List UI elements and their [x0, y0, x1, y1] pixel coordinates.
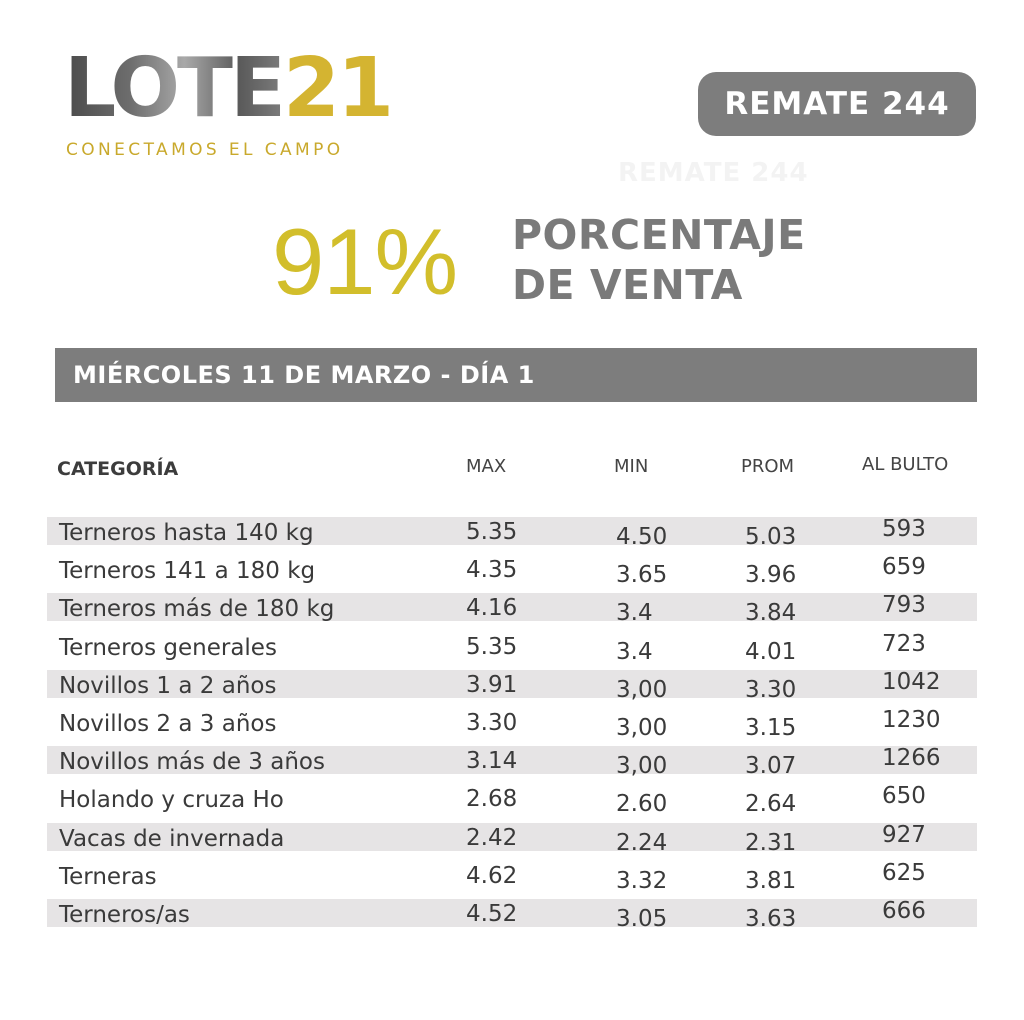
table-row [0, 629, 1024, 667]
table-row [0, 590, 1024, 628]
table-row [0, 514, 1024, 552]
cell-prom: 5.03 [745, 524, 797, 550]
cell-al-bulto: 666 [882, 897, 926, 924]
cell-al-bulto: 593 [882, 516, 926, 542]
cell-al-bulto: 650 [882, 783, 926, 810]
table-row [0, 858, 1024, 896]
cell-min: 3.4 [616, 638, 653, 665]
ghost-badge-reflection: REMATE 244 [618, 158, 809, 188]
cell-al-bulto: 1266 [882, 745, 941, 772]
cell-prom: 3.30 [745, 676, 797, 703]
header-prom: PROM [741, 456, 795, 477]
day-title: MIÉRCOLES 11 DE MARZO - DÍA 1 [73, 361, 535, 389]
cell-max: 4.52 [466, 900, 518, 927]
cell-prom: 4.01 [745, 638, 797, 665]
sale-percentage-label-line2: DE VENTA [512, 261, 743, 309]
table-row [0, 820, 1024, 858]
cell-categoria: Novillos 1 a 2 años [59, 672, 277, 699]
table-row [0, 743, 1024, 781]
cell-prom: 2.64 [745, 791, 797, 818]
cell-min: 3.32 [616, 867, 668, 894]
logo-word: LOTE [64, 41, 283, 136]
cell-max: 5.35 [466, 519, 518, 545]
logo-wordmark [64, 41, 392, 136]
cell-al-bulto: 659 [882, 554, 926, 581]
brand-logo [64, 41, 394, 168]
cell-max: 2.68 [466, 786, 518, 813]
cell-max: 5.35 [466, 633, 518, 660]
cell-min: 2.24 [616, 829, 668, 856]
header-min: MIN [614, 456, 649, 477]
cell-al-bulto: 1042 [882, 668, 941, 695]
header-categoria: CATEGORÍA [57, 458, 179, 480]
cell-categoria: Holando y cruza Ho [59, 787, 284, 814]
cell-prom: 3.81 [745, 867, 797, 894]
cell-max: 4.62 [466, 862, 518, 889]
cell-min: 3.4 [616, 600, 653, 627]
cell-max: 4.16 [466, 595, 518, 622]
cell-prom: 3.84 [745, 600, 797, 627]
header-al-bulto: AL BULTO [862, 454, 949, 475]
table-row [0, 896, 1024, 934]
cell-max: 3.91 [466, 671, 518, 698]
cell-min: 4.50 [616, 524, 668, 550]
cell-al-bulto: 1230 [882, 706, 941, 733]
cell-categoria: Terneros generales [59, 634, 277, 661]
cell-max: 2.42 [466, 824, 518, 851]
cell-categoria: Vacas de invernada [59, 825, 285, 852]
cell-categoria: Terneros más de 180 kg [59, 596, 335, 623]
cell-al-bulto: 927 [882, 821, 926, 848]
cell-max: 4.35 [466, 557, 518, 584]
table-row [0, 781, 1024, 819]
cell-min: 3.05 [616, 905, 668, 932]
sale-percentage-label [512, 210, 806, 310]
cell-prom: 2.31 [745, 829, 797, 856]
cell-min: 3,00 [616, 676, 668, 703]
cell-al-bulto: 723 [882, 630, 926, 657]
table-row [0, 705, 1024, 743]
table-header [0, 450, 1024, 486]
day-banner [55, 348, 977, 402]
cell-categoria: Terneros hasta 140 kg [59, 520, 314, 546]
sale-percentage-value: 91% [272, 209, 458, 314]
table-row [0, 667, 1024, 705]
header-max: MAX [466, 456, 507, 477]
table-row [0, 552, 1024, 590]
remate-badge: REMATE 244 [698, 72, 976, 136]
cell-categoria: Terneros/as [59, 901, 190, 928]
cell-prom: 3.96 [745, 562, 797, 589]
cell-al-bulto: 625 [882, 859, 926, 886]
logo-tagline: CONECTAMOS EL CAMPO [66, 140, 344, 160]
cell-categoria: Terneras [59, 863, 157, 890]
cell-min: 3,00 [616, 753, 668, 780]
sale-percentage-label-line1: PORCENTAJE [512, 211, 806, 259]
cell-max: 3.30 [466, 709, 518, 736]
price-table [0, 514, 1024, 934]
cell-min: 3.65 [616, 562, 668, 589]
cell-prom: 3.63 [745, 905, 797, 932]
cell-categoria: Terneros 141 a 180 kg [59, 558, 316, 585]
cell-al-bulto: 793 [882, 592, 926, 619]
cell-min: 2.60 [616, 791, 668, 818]
cell-prom: 3.15 [745, 714, 797, 741]
cell-min: 3,00 [616, 714, 668, 741]
cell-categoria: Novillos 2 a 3 años [59, 710, 277, 737]
logo-number: 21 [283, 41, 392, 136]
cell-prom: 3.07 [745, 753, 797, 780]
cell-categoria: Novillos más de 3 años [59, 749, 325, 776]
cell-max: 3.14 [466, 748, 518, 775]
